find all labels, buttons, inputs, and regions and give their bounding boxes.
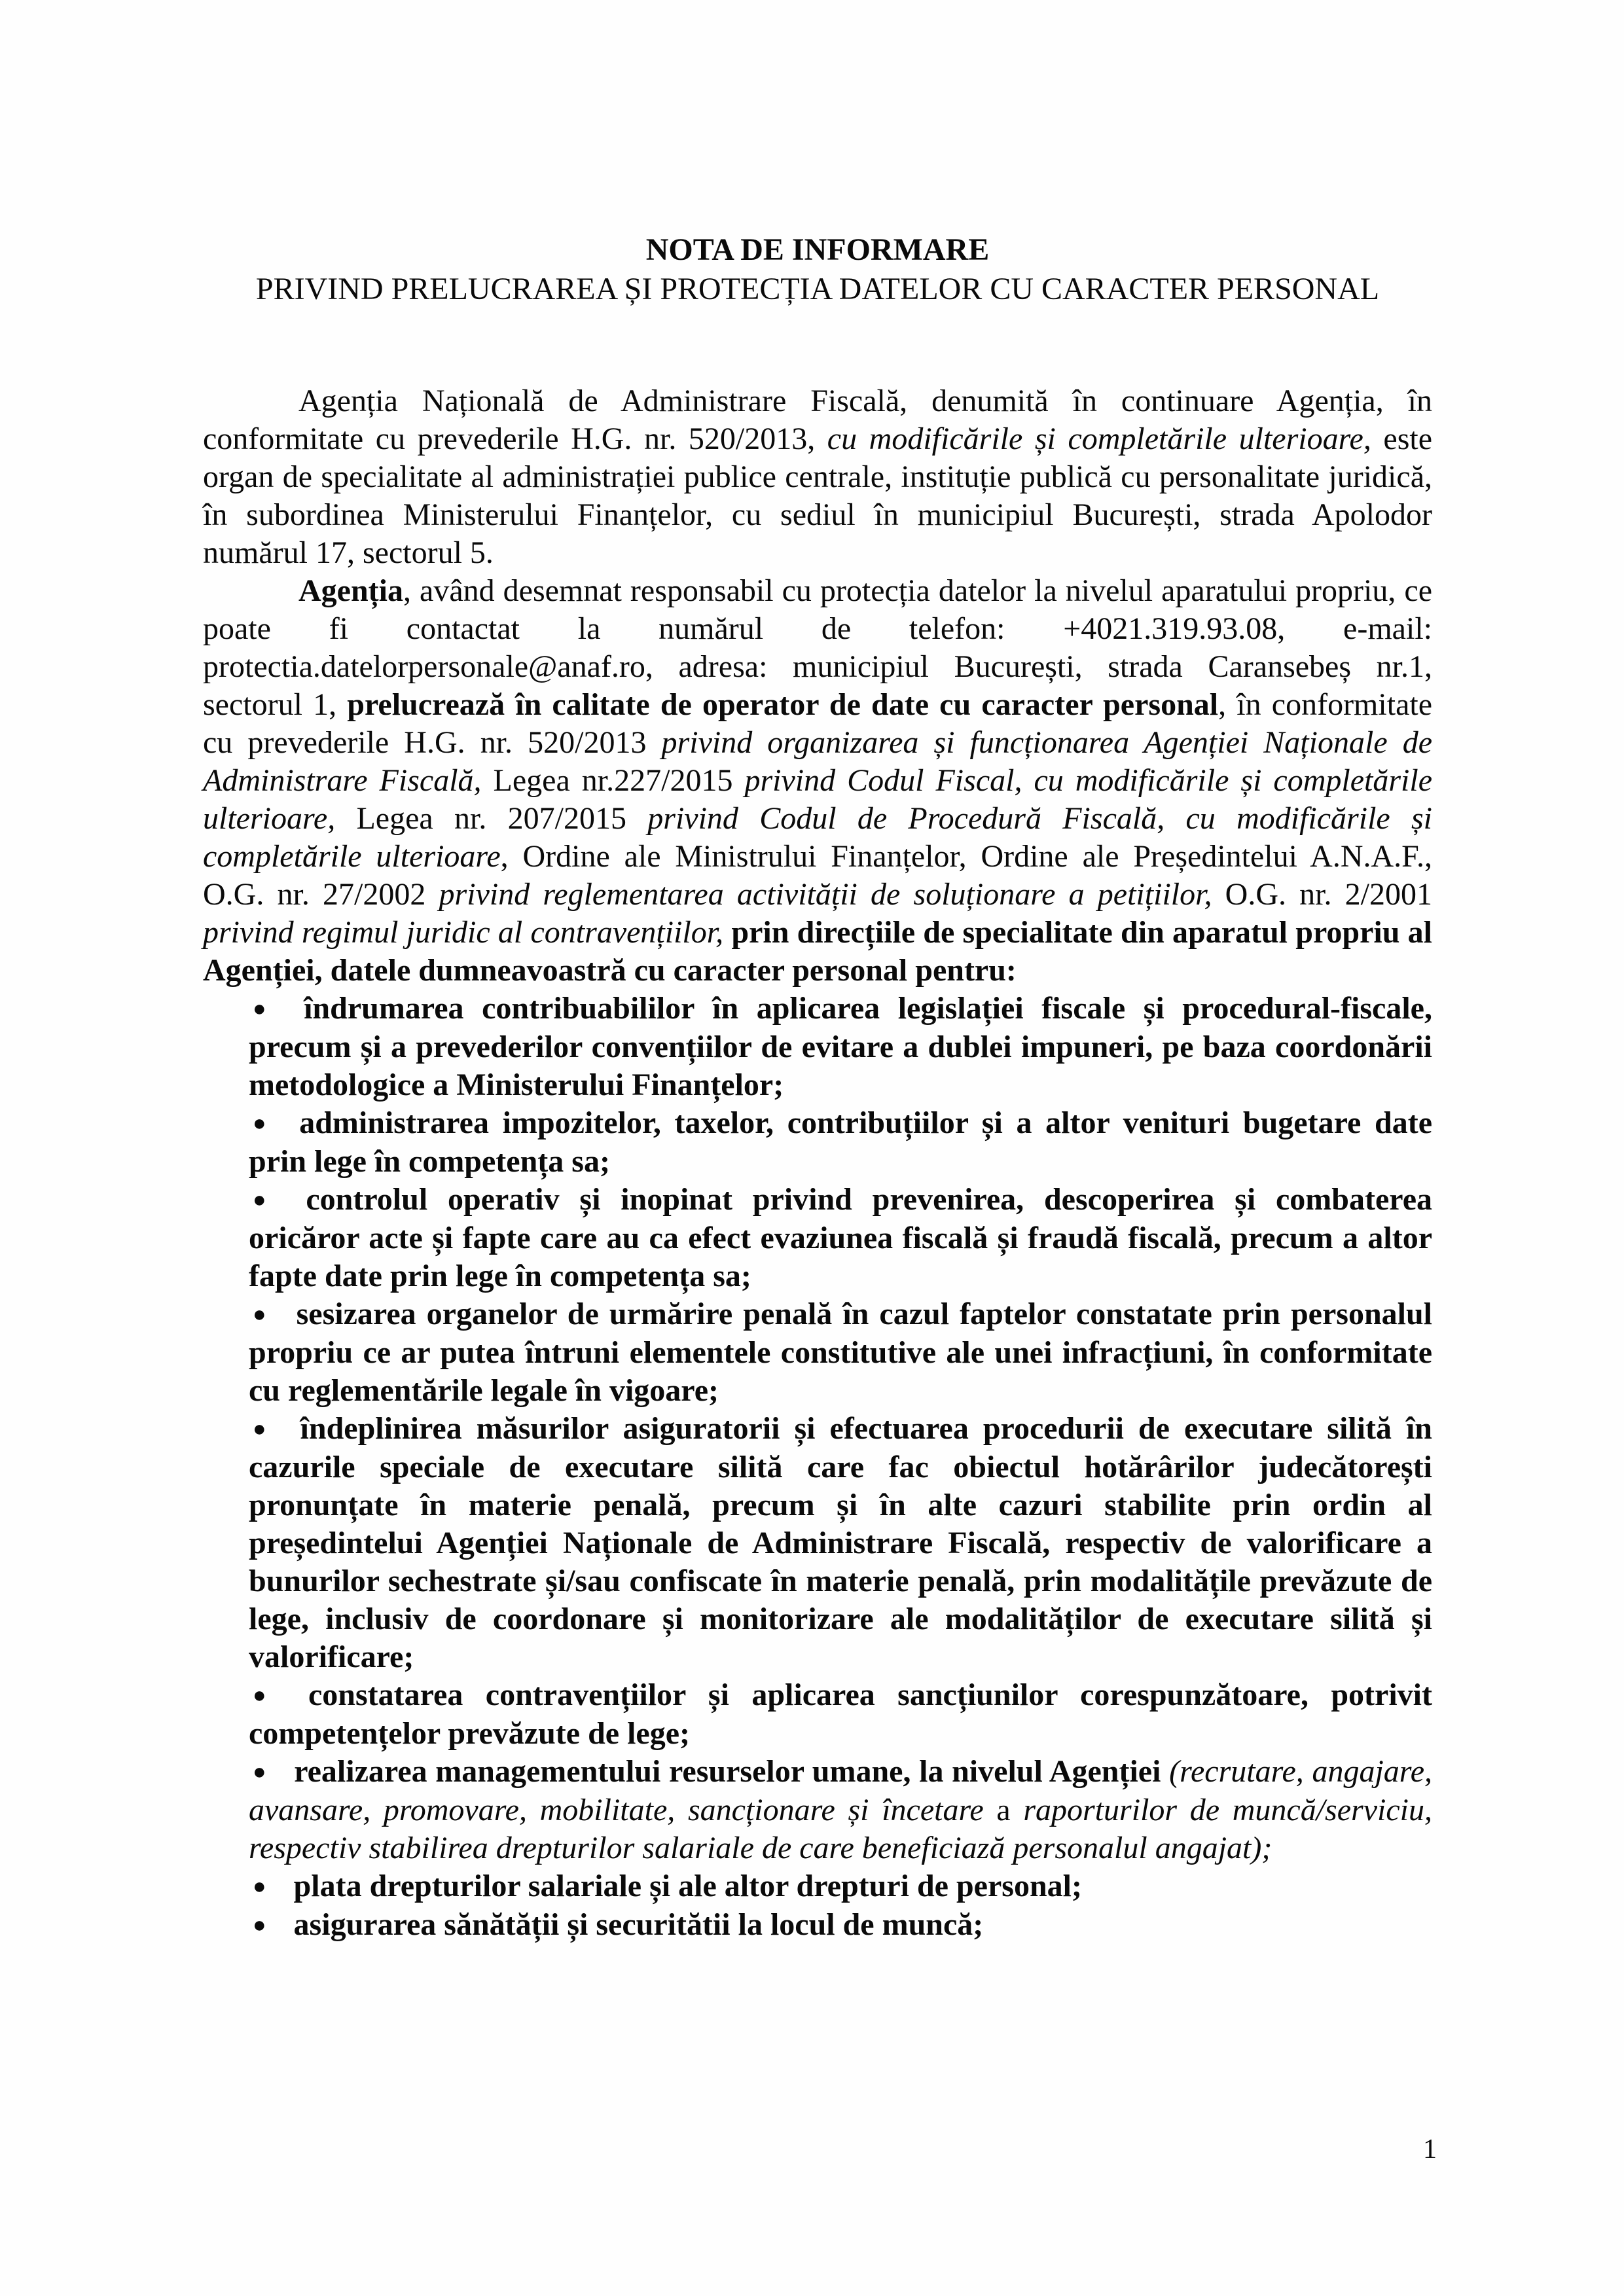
text-run bbox=[723, 915, 731, 950]
text-run: Agenția bbox=[298, 573, 403, 608]
text-run: O.G. nr. 2/2001 bbox=[1212, 877, 1433, 912]
bullet-icon: ● bbox=[253, 1111, 272, 1136]
text-run: prelucrează în calitate de operator de date cu caracter personal bbox=[347, 687, 1219, 722]
bullet-item bbox=[249, 1104, 1432, 1181]
text-run: , Ordine ale Ministrului Finanțelor, Ordine ale Președintelui A.N.A.F., O.G. nr. 27/2002 bbox=[203, 839, 1433, 912]
bullet-item bbox=[249, 1867, 1432, 1906]
bullet-icon: ● bbox=[253, 1760, 267, 1784]
text-run: , în conformitate cu prevederile H.G. nr. 520/2013 bbox=[203, 687, 1433, 760]
text-run: asigurarea sănătății și securitătii la locul de muncă; bbox=[293, 1907, 984, 1942]
text-run: Agenția Națională de Administrare Fiscală, denumită în continuare Agenția, în conformitate cu prevederile H.G. nr. 520/2013, bbox=[203, 384, 1432, 456]
title-line-2: PRIVIND PRELUCRAREA ȘI PROTECȚIA DATELOR CU CARACTER PERSONAL bbox=[255, 272, 1380, 306]
bullet-icon: ● bbox=[253, 1302, 269, 1327]
paragraph bbox=[203, 382, 1432, 572]
text-run: sesizarea organelor de urmărire penală în cazul faptelor constatate prin personalul propriu ce ar putea întruni elementele constitutive ale unei infracțiuni, în conformitate cu reglementările legale în vigoare; bbox=[249, 1297, 1433, 1408]
text-run: privind reglementarea activității de soluționare a petițiilor, bbox=[439, 877, 1212, 912]
bullet-icon: ● bbox=[253, 1188, 279, 1212]
bullet-item bbox=[249, 1410, 1432, 1676]
document-body bbox=[203, 382, 1432, 1945]
bullet-icon: ● bbox=[253, 1417, 273, 1441]
text-run: (recrutare, angajare, avansare, promovare, mobilitate, sancționare și încetare bbox=[249, 1754, 1432, 1827]
text-run: , având desemnat responsabil cu protecția datelor la nivelul aparatului propriu, ce poate fi contactat la numărul de telefon: +4021.319.93.08, e-mail: protectia.datelorpersonale@anaf.ro, adresa: municipiul București, strada Caransebeș nr.1, sectorul 1, bbox=[203, 573, 1432, 722]
document-content bbox=[203, 230, 1432, 1945]
page-number: 1 bbox=[1423, 2134, 1437, 2164]
text-run: îndeplinirea măsurilor asiguratorii și efectuarea procedurii de executare silită în cazurile speciale de executare silită care fac obiectul hotărârilor judecătorești pronunțate în materie penală, precum și în alte cazuri stabilite prin ordin al președintelui Agenției Naționale de Administrare Fiscală, respectiv de valorificare a bunurilor sechestrate și/sau confiscate în materie penală, prin modalitățile prevăzute de lege, inclusiv de coordonare și monitorizare ale modalităților de executare silită și valorificare; bbox=[249, 1411, 1432, 1674]
text-run: administrarea impozitelor, taxelor, contribuțiilor și a altor venituri bugetare date prin lege în competența sa; bbox=[249, 1105, 1432, 1179]
text-run: realizarea managementului resurselor umane, la nivelul Agenției bbox=[294, 1754, 1170, 1789]
text-run: constatarea contravențiilor și aplicarea sancțiunilor corespunzătoare, potrivit competențelor prevăzute de lege; bbox=[249, 1677, 1432, 1751]
text-run: privind Codul Fiscal, cu modificările și completările ulterioare, bbox=[203, 763, 1433, 836]
bullet-icon: ● bbox=[253, 1683, 281, 1708]
paragraph bbox=[203, 572, 1432, 990]
bullet-item bbox=[249, 1676, 1432, 1753]
text-run: privind organizarea și funcționarea Agenției Naționale de Administrare Fiscală, bbox=[203, 725, 1432, 798]
text-run: raporturilor de muncă/serviciu, respectiv stabilirea drepturilor salariale de care beneficiază personalul angajat); bbox=[249, 1793, 1433, 1865]
bullet-item bbox=[249, 1753, 1432, 1867]
text-run: Legea nr. 207/2015 bbox=[335, 801, 648, 836]
text-run: Legea nr.227/2015 bbox=[481, 763, 745, 798]
bullet-item bbox=[249, 1906, 1432, 1945]
text-run: privind regimul juridic al contravențiilor, bbox=[203, 915, 724, 950]
title-line-1: NOTA DE INFORMARE bbox=[645, 232, 990, 267]
bullet-item bbox=[249, 990, 1432, 1104]
text-run: plata drepturilor salariale și ale altor drepturi de personal; bbox=[293, 1869, 1082, 1903]
text-run: privind Codul de Procedură Fiscală, cu modificările și completările ulterioare bbox=[203, 801, 1433, 874]
text-run: cu modificările și completările ulterioare, bbox=[827, 422, 1371, 456]
text-run: a bbox=[983, 1793, 1024, 1827]
text-run: controlul operativ și inopinat privind prevenirea, descoperirea și combaterea oricăror acte și fapte care au ca efect evaziunea fiscală și fraudă fiscală, precum a altor fapte date prin lege în competența sa; bbox=[249, 1182, 1432, 1293]
bullet-item bbox=[249, 1295, 1432, 1410]
bullet-icon: ● bbox=[253, 1913, 266, 1937]
text-run: îndrumarea contribuabililor în aplicarea legislației fiscale și procedural-fiscale, precum și a prevederilor convențiilor de evitare a dublei impuneri, pe baza coordonării metodologice a Ministerului Finanțelor; bbox=[249, 991, 1432, 1102]
bullet-icon: ● bbox=[253, 997, 277, 1021]
bullet-item bbox=[249, 1181, 1432, 1295]
text-run: prin direcțiile de specialitate din aparatul propriu al Agenției, datele dumneavoastră cu caracter personal pentru: bbox=[203, 915, 1433, 988]
document-title bbox=[203, 230, 1432, 309]
text-run: este organ de specialitate al administrației publice centrale, instituție publică cu personalitate juridică, în subordinea Ministerului Finanțelor, cu sediul în municipiul București, strada Apolodor numărul 17, sectorul 5. bbox=[203, 422, 1433, 570]
bullet-icon: ● bbox=[253, 1874, 266, 1899]
